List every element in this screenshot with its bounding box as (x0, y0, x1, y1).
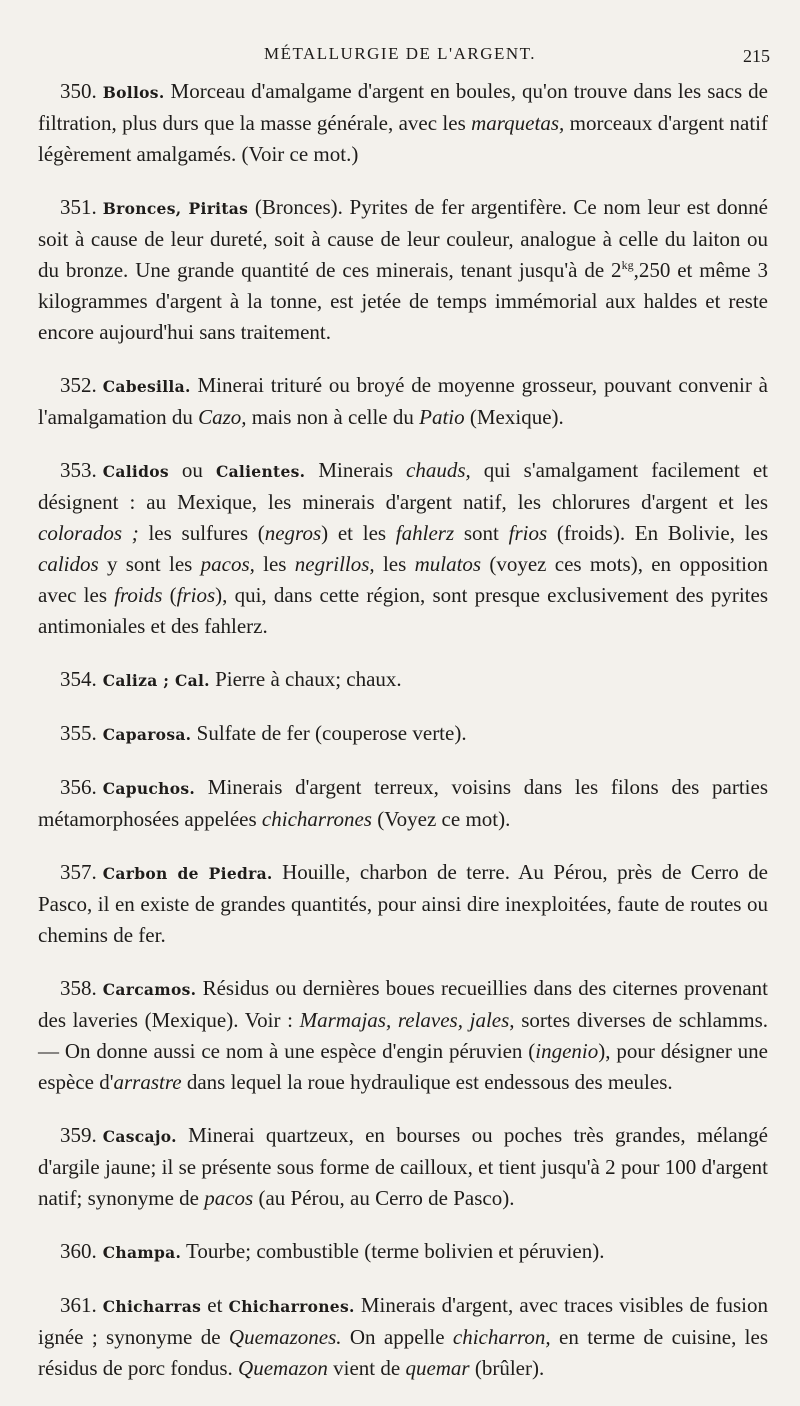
entry-number: 354. (60, 667, 97, 691)
entry-text: ou (168, 458, 216, 482)
page-header (0, 44, 800, 74)
entry-text: morceaux d'argent natif légèrement amalgamés. (Voir ce mot.) (38, 111, 768, 166)
entry-italic: Quemazones. (228, 1325, 342, 1349)
entry-italic: quemar (405, 1356, 470, 1380)
entry-text: Minerais d'argent, avec traces visibles de fusion ignée ; synonyme de (38, 1293, 769, 1349)
entry-number: 360. (60, 1239, 97, 1263)
entry-text: et (201, 1293, 229, 1317)
entry-352 (38, 370, 768, 433)
entry-number: 351. (60, 195, 97, 219)
entry-text: Résidus ou dernières boues recueillies dans des citernes provenant des laveries (Mexique). Voir : (38, 976, 768, 1032)
entry-number: 356. (60, 775, 97, 799)
entry-text: mais non à celle du (246, 405, 420, 429)
entry-italic: frios (508, 521, 548, 545)
entry-text: sont (454, 521, 509, 545)
entry-text: ) et les (321, 521, 396, 545)
entry-text: Minerais (305, 458, 407, 482)
entry-350 (38, 76, 768, 170)
entry-term: Cascajo. (102, 1127, 177, 1146)
entry-number: 357. (60, 860, 97, 884)
entry-number: 352. (60, 373, 97, 397)
entry-text: les (374, 552, 415, 576)
entry-text: en terme de cuisine, les résidus de porc fondus. (38, 1325, 769, 1380)
entry-italic: mulatos (414, 552, 482, 576)
entry-italic: pacos, (200, 552, 255, 576)
entry-text: Minerais d'argent terreux, voisins dans les filons des parties métamorphosées appelées (38, 775, 768, 831)
entry-number: 361. (60, 1293, 97, 1317)
entry-359 (38, 1120, 768, 1214)
entry-text: Sulfate de fer (couperose verte). (191, 721, 467, 745)
entry-number: 359. (60, 1123, 97, 1147)
entry-text: (Bronces). Pyrites de fer argentifère. Ce nom leur est donné soit à cause de leur dureté, soit à cause de leur couleur, analogue à celle du laiton ou du bronze. Une grande quantité de ces minerais, tenant jusqu'à de 2 (38, 195, 768, 282)
entry-term: Bollos. (102, 83, 165, 102)
entry-italic: chauds, (406, 458, 471, 482)
entry-text: (brûler). (469, 1356, 545, 1380)
entry-term: Bronces, Piritas (102, 199, 249, 218)
entry-text: Morceau d'amalgame d'argent en boules, qu'on trouve dans les sacs de filtration, plus durs que la masse générale, avec les (38, 79, 768, 135)
entry-number: 350. (60, 79, 97, 103)
entry-text: On appelle (341, 1325, 453, 1349)
entry-text: les sulfures ( (138, 521, 265, 545)
entry-text: ), pour désigner une espèce d' (38, 1039, 768, 1094)
entry-term: Champa. (102, 1243, 182, 1262)
entry-italic: chicharrones (261, 807, 372, 831)
entry-353 (38, 455, 768, 642)
entry-italic: negrillos, (294, 552, 375, 576)
entry-354 (38, 664, 768, 696)
entry-italic: fahlerz (395, 521, 455, 545)
entry-356 (38, 772, 768, 835)
entry-text: sortes diverses de schlamms. — On donne aussi ce nom à une espèce d'engin péruvien ( (38, 1008, 768, 1063)
entry-text: ,250 et même 3 kilogrammes d'argent à la tonne, est jetée de temps immémorial aux haldes et reste encore aujourd'hui sans traitement. (38, 258, 768, 344)
entry-number: 353. (60, 458, 97, 482)
entry-italic: chicharron, (452, 1325, 551, 1349)
glossary-entries (38, 76, 768, 1406)
entry-text: (voyez ces mots), en opposition avec les (38, 552, 769, 607)
entry-term: Calidos (102, 462, 169, 481)
entry-italic: marquetas, (471, 111, 565, 135)
entry-text: y sont les (98, 552, 201, 576)
entry-text: Pierre à chaux; chaux. (209, 667, 402, 691)
entry-italic: frios (176, 583, 216, 607)
entry-italic: Quemazon (238, 1356, 328, 1380)
entry-term: Chicharras (102, 1297, 202, 1316)
entry-term: Cabesilla. (102, 377, 191, 396)
entry-term: Capuchos. (102, 779, 196, 798)
entry-italic: Cazo, (198, 405, 247, 429)
entry-360 (38, 1236, 768, 1268)
entry-italic: froids (114, 583, 163, 607)
entry-term: Caliza ; Cal. (102, 671, 210, 690)
entry-number: 358. (60, 976, 97, 1000)
entry-text: (Voyez ce mot). (371, 807, 511, 831)
entry-text: ( (162, 583, 177, 607)
page-number: 215 (743, 46, 770, 66)
entry-term: Chicharrones. (228, 1297, 355, 1316)
entry-italic: Marmajas, relaves, jales, (299, 1008, 515, 1032)
entry-italic: calidos (38, 552, 99, 576)
entry-351 (38, 192, 768, 348)
entry-term: Calientes. (215, 462, 306, 481)
entry-text: (froids). En Bolivie, les (547, 521, 769, 545)
running-title: MÉTALLURGIE DE L'ARGENT. (263, 44, 537, 63)
entry-italic: ingenio (535, 1039, 599, 1063)
entry-text: Tourbe; combustible (terme bolivien et péruvien). (181, 1239, 605, 1263)
entry-number: 355. (60, 721, 97, 745)
entry-text: qui s'amalgament facilement et désignent : au Mexique, les minerais d'argent natif, les chlorures d'argent et les (38, 458, 769, 514)
entry-text: (au Pérou, au Cerro de Pasco). (253, 1186, 515, 1210)
entry-text: Minerai trituré ou broyé de moyenne grosseur, pouvant convenir à l'amalgamation du (38, 373, 768, 429)
entry-italic: pacos (204, 1186, 254, 1210)
entry-italic: Patio (419, 405, 465, 429)
entry-italic: arrastre (113, 1070, 182, 1094)
unit-superscript: kg (621, 258, 634, 272)
entry-357 (38, 857, 768, 951)
entry-italic: negros (264, 521, 322, 545)
entry-text: (Mexique). (464, 405, 564, 429)
entry-361 (38, 1290, 768, 1384)
entry-text: vient de (327, 1356, 406, 1380)
entry-358 (38, 973, 768, 1098)
entry-text: Minerai quartzeux, en bourses ou poches très grandes, mélangé d'argile jaune; il se présente sous forme de cailloux, et tient jusqu'à 2 pour 100 d'argent natif; synonyme de (38, 1123, 768, 1210)
entry-term: Carbon de Piedra. (102, 864, 273, 883)
entry-text: Houille, charbon de terre. Au Pérou, près de Cerro de Pasco, il en existe de grandes quantités, pour ainsi dire inexploitées, faute de routes ou chemins de fer. (38, 860, 768, 947)
entry-italic: colorados ; (38, 521, 139, 545)
entry-text: ), qui, dans cette région, sont presque exclusivement des pyrites antimoniales et des fahlerz. (38, 583, 769, 638)
entry-355 (38, 718, 768, 750)
entry-text: dans lequel la roue hydraulique est endessous des meules. (181, 1070, 673, 1094)
entry-term: Carcamos. (102, 980, 197, 999)
entry-text: les (254, 552, 295, 576)
entry-term: Caparosa. (102, 725, 192, 744)
